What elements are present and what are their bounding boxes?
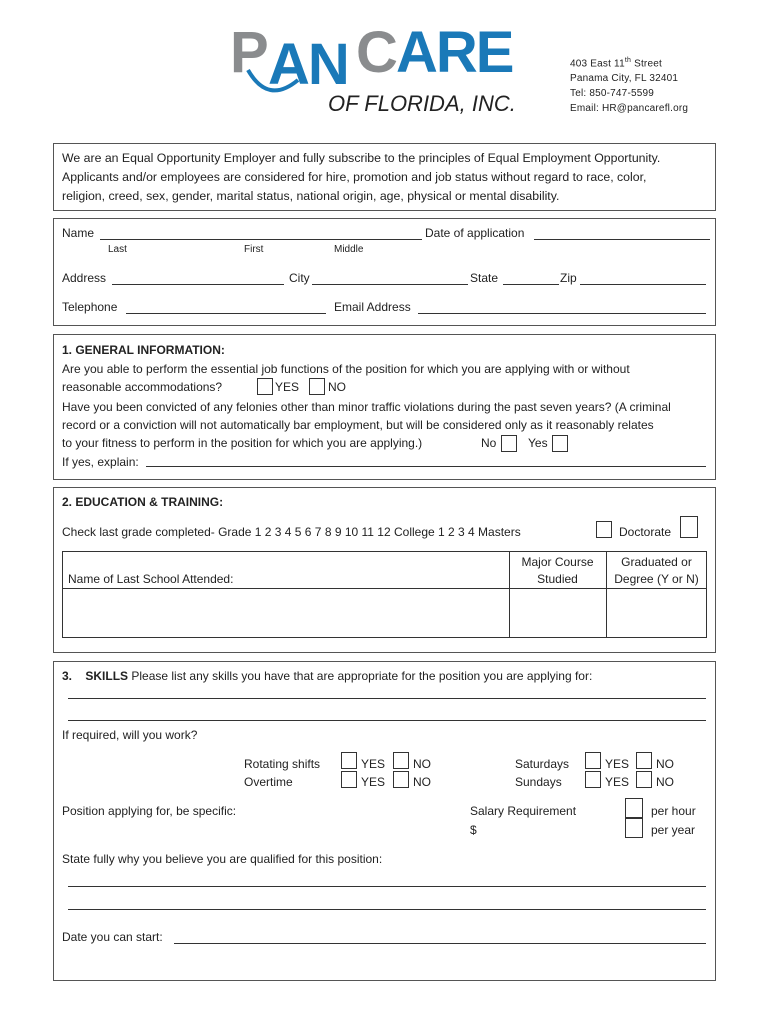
name-label: Name	[62, 226, 95, 240]
saturdays-no-checkbox[interactable]	[636, 752, 652, 769]
per-year-label: per year	[651, 823, 696, 837]
skills-input-line-2[interactable]	[68, 720, 706, 721]
q2-no-checkbox[interactable]	[501, 435, 517, 452]
school-name-header: Name of Last School Attended:	[68, 572, 234, 586]
state-label: State	[470, 271, 499, 285]
per-hour-label: per hour	[651, 804, 696, 818]
address-label: Address	[62, 271, 107, 285]
q2-yes-checkbox[interactable]	[552, 435, 568, 452]
saturdays-yes-label: YES	[605, 757, 630, 771]
date-of-application-label: Date of application	[425, 226, 525, 240]
q2-yes-label: Yes	[528, 436, 548, 450]
explain-input[interactable]	[146, 466, 706, 467]
overtime-no-checkbox[interactable]	[393, 771, 409, 788]
sundays-label: Sundays	[515, 775, 562, 789]
eeo-line-3: religion, creed, sex, gender, marital status, national origin, age, physical or mental disability.	[62, 189, 560, 203]
q1-no-checkbox[interactable]	[309, 378, 325, 395]
address-phone: Tel: 850-747-5599	[570, 88, 655, 100]
sundays-yes-checkbox[interactable]	[585, 771, 601, 788]
logo-letters-an: AN	[268, 32, 348, 97]
grade-line: Check last grade completed- Grade 1 2 3 4 5 6 7 8 9 10 11 12 College 1 2 3 4 Masters	[62, 525, 521, 539]
overtime-no-label: NO	[413, 775, 431, 789]
telephone-label: Telephone	[62, 300, 118, 314]
masters-checkbox[interactable]	[596, 521, 612, 538]
eeo-line-1: We are an Equal Opportunity Employer and fully subscribe to the principles of Equal Employment Opportunity.	[62, 151, 661, 165]
major-course-header: Major Course Studied	[521, 555, 594, 586]
explain-label: If yes, explain:	[62, 455, 139, 469]
middle-name-caption: Middle	[334, 244, 364, 255]
logo-letters-are: ARE	[396, 20, 513, 85]
per-hour-checkbox[interactable]	[625, 798, 643, 818]
city-label: City	[289, 271, 310, 285]
skills-input-line-1[interactable]	[68, 698, 706, 699]
logo-letter-c: C	[356, 20, 398, 85]
eeo-line-2: Applicants and/or employees are considered for hire, promotion and job status without regard to race, color,	[62, 170, 647, 184]
address-city: Panama City, FL 32401	[570, 73, 679, 85]
saturdays-label: Saturdays	[515, 757, 570, 771]
logo-letter-p: P	[230, 20, 269, 85]
telephone-input[interactable]	[126, 313, 326, 314]
position-label: Position applying for, be specific:	[62, 804, 237, 818]
overtime-label: Overtime	[244, 775, 293, 789]
first-name-caption: First	[244, 244, 264, 255]
graduated-header: Graduated or Degree (Y or N)	[614, 555, 699, 586]
q2-line-2: record or a conviction will not automatically bar employment, but will be considered only as it reasonably relates	[62, 418, 654, 432]
rotating-no-label: NO	[413, 757, 431, 771]
last-name-caption: Last	[108, 244, 127, 255]
overtime-yes-label: YES	[361, 775, 386, 789]
qualified-input-line-1[interactable]	[68, 886, 706, 887]
q1-line-2: reasonable accommodations?	[62, 380, 223, 394]
company-address	[570, 53, 688, 116]
rotating-yes-checkbox[interactable]	[341, 752, 357, 769]
email-label: Email Address	[334, 300, 411, 314]
pancare-logo-graphic	[228, 10, 528, 120]
address-street: 403 East 11th Street	[570, 57, 662, 70]
name-input[interactable]	[100, 239, 422, 240]
q1-yes-label: YES	[275, 380, 300, 394]
per-year-checkbox[interactable]	[625, 818, 643, 838]
address-email: Email: HR@pancarefl.org	[570, 103, 689, 115]
zip-label: Zip	[560, 271, 577, 285]
major-course-cell[interactable]	[510, 589, 605, 637]
address-input[interactable]	[112, 284, 284, 285]
start-date-input[interactable]	[174, 943, 706, 944]
city-input[interactable]	[312, 284, 468, 285]
q1-yes-checkbox[interactable]	[257, 378, 273, 395]
salary-dollar: $	[470, 823, 477, 837]
salary-input[interactable]	[482, 820, 617, 838]
start-date-label: Date you can start:	[62, 930, 163, 944]
sundays-no-checkbox[interactable]	[636, 771, 652, 788]
doctorate-label: Doctorate	[619, 525, 672, 539]
rotating-yes-label: YES	[361, 757, 386, 771]
company-logo	[228, 10, 528, 120]
state-input[interactable]	[503, 284, 559, 285]
education-heading: 2. EDUCATION & TRAINING:	[62, 495, 224, 509]
skills-heading: 3. SKILLS Please list any skills you have that are appropriate for the position you are applying for:	[62, 669, 593, 683]
zip-input[interactable]	[580, 284, 706, 285]
saturdays-yes-checkbox[interactable]	[585, 752, 601, 769]
saturdays-no-label: NO	[656, 757, 674, 771]
sundays-yes-label: YES	[605, 775, 630, 789]
overtime-yes-checkbox[interactable]	[341, 771, 357, 788]
doctorate-checkbox[interactable]	[680, 516, 698, 538]
q2-no-label: No	[481, 436, 497, 450]
school-name-cell[interactable]	[63, 589, 508, 637]
work-question-label: If required, will you work?	[62, 728, 198, 742]
q2-line-3: to your fitness to perform in the position for which you are applying.)	[62, 436, 423, 450]
sundays-no-label: NO	[656, 775, 674, 789]
q1-line-1: Are you able to perform the essential job functions of the position for which you are applying with or without	[62, 362, 630, 376]
rotating-shifts-label: Rotating shifts	[244, 757, 321, 771]
q2-line-1: Have you been convicted of any felonies other than minor traffic violations during the past seven years? (A criminal	[62, 400, 671, 414]
email-input[interactable]	[418, 313, 706, 314]
logo-subtitle: OF FLORIDA, INC.	[328, 91, 516, 116]
salary-label: Salary Requirement	[470, 804, 577, 818]
qualified-input-line-2[interactable]	[68, 909, 706, 910]
date-of-application-input[interactable]	[534, 239, 710, 240]
position-input[interactable]	[252, 800, 452, 822]
rotating-no-checkbox[interactable]	[393, 752, 409, 769]
graduated-cell[interactable]	[607, 589, 706, 637]
general-info-heading: 1. GENERAL INFORMATION:	[62, 343, 225, 357]
qualified-label: State fully why you believe you are qualified for this position:	[62, 852, 383, 866]
q1-no-label: NO	[328, 380, 346, 394]
